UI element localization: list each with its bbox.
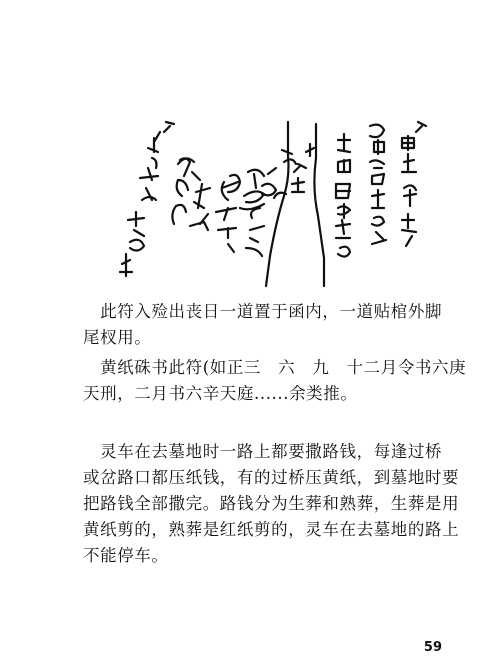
paragraph-line: 把路钱全部撒完。路钱分为生葬和熟葬，生葬是用	[83, 494, 460, 513]
paragraph-line: 黄纸硃书此符(如正三 六 九 十二月令书六庚	[83, 358, 467, 377]
paragraph-talisman-writing	[83, 355, 467, 407]
paragraph-talisman-usage	[83, 299, 443, 351]
paragraph-line: 此符入殓出丧日一道置于函内，一道贴棺外脚	[83, 302, 443, 321]
talisman-seal-icon	[112, 92, 430, 292]
talisman-figure	[112, 92, 430, 292]
page-number: 59	[423, 640, 442, 655]
paragraph-line: 不能停车。	[83, 546, 169, 565]
paragraph-line: 尾杈用。	[83, 328, 152, 347]
paragraph-line: 灵车在去墓地时一路上都要撒路钱，每逢过桥	[83, 442, 443, 461]
paragraph-road-money	[83, 439, 460, 569]
paragraph-line: 黄纸剪的，熟葬是红纸剪的，灵车在去墓地的路上	[83, 520, 460, 539]
paragraph-line: 天刑，二月书六辛天庭......余类推。	[83, 384, 358, 403]
paragraph-line: 或岔路口都压纸钱，有的过桥压黄纸，到墓地时要	[83, 468, 460, 487]
